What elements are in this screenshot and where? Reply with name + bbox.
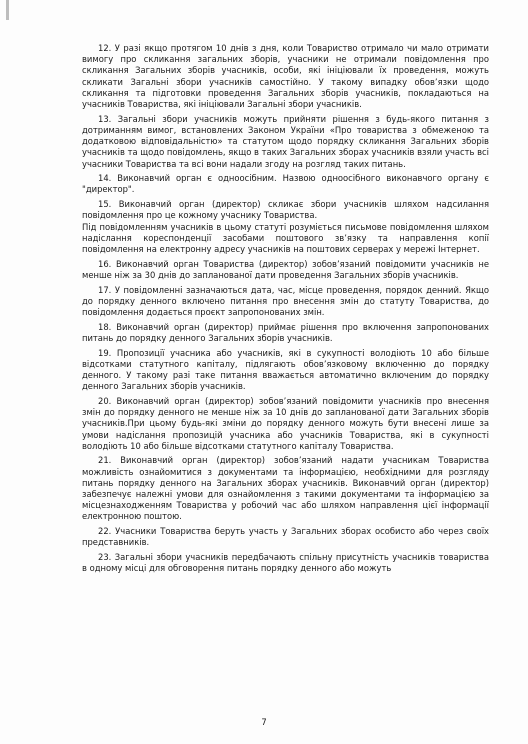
paragraph-17: 17. У повідомленні зазначаються дата, час, місце проведення, порядок денний. Якщо до порядку денного включено питання про внесення змін до статуту Товариства, до повідомлення додається проєкт запропонованих змін. (82, 284, 489, 317)
paragraph-20: 20. Виконавчий орган (директор) зобов’язаний повідомити учасників про внесення змін до порядку денного не менше ніж за 10 днів до запланованої дати Загальних зборів учасників.При цьому будь-які зміни до порядку денного можуть бути внесені лише за умови надіслання пропозицій учасника або учасників Товариства, які в сукупності володіють 10 або більше відсотками статутного капіталу Товариства. (82, 395, 489, 451)
paragraph-22: 22. Учасники Товариства беруть участь у Загальних зборах особисто або через своїх представників. (82, 526, 489, 548)
paragraph-15: 15. Виконавчий орган (директор) скликає збори учасників шляхом надсилання повідомлення про це кожному учаснику Товариства. (82, 199, 489, 221)
paragraph-notice-definition: Під повідомленням учасників в цьому статуті розуміється письмове повідомлення шляхом надіслання кореспонденції засобами поштового зв’язку та направлення копії повідомлення на електронну адресу учасників на поштових серверах у мережі Інтернет. (82, 221, 489, 254)
scan-edge-mark (6, 0, 9, 20)
paragraph-12: 12. У разі якщо протягом 10 днів з дня, коли Товариство отримало чи мало отримати вимогу про скликання загальних зборів, учасники не отримали повідомлення про скликання Загальних зборів учасників, особи, які ініціювали їх проведення, можуть скликати Загальні збори учасників самостійно. У такому випадку обов’язки щодо скликання та підготовки проведення Загальних зборів учасників, покладаються на учасників Товариства, які ініціювали Загальні збори учасників. (82, 43, 489, 110)
paragraph-16: 16. Виконавчий орган Товариства (директор) зобов’язаний повідомити учасників не менше ніж за 30 днів до запланованої дати проведення Загальних зборів учасників. (82, 258, 489, 280)
paragraph-13: 13. Загальні збори учасників можуть прийняти рішення з будь-якого питання з дотриманням вимог, встановлених Законом України «Про товариства з обмеженою та додатковою відповідальністю» та статутом щодо порядку скликання Загальних зборів учасників та щодо повідомлень, якщо в таких Загальних зборах учасників взяли участь всі учасники Товариства та всі вони надали згоду на розгляд таких питань. (82, 113, 489, 169)
paragraph-14: 14. Виконавчий орган є одноосібним. Назвою одноосібного виконавчого органу є "директор". (82, 173, 489, 195)
paragraph-23: 23. Загальні збори учасників передбачають спільну присутність учасників товариства в одному місці для обговорення питань порядку денного або можуть (82, 552, 489, 574)
page-number: 7 (261, 717, 267, 727)
paragraph-21: 21. Виконавчий орган (директор) зобов’язаний надати учасникам Товариства можливість ознайомитися з документами та інформацією, необхідними для розгляду питань порядку денного на Загальних зборах учасників. Виконавчий орган (директор) забезпечує належні умови для ознайомлення з такими документами та інформацією за місцезнаходженням Товариства у робочий час або шляхом направлення цієї інформації електронною поштою. (82, 455, 489, 522)
document-body (82, 43, 489, 578)
paragraph-18: 18. Виконавчий орган (директор) приймає рішення про включення запропонованих питань до порядку денного Загальних зборів учасників. (82, 321, 489, 343)
paragraph-19: 19. Пропозиції учасника або учасників, які в сукупності володіють 10 або більше відсотками статутного капіталу, підлягають обов’язковому включенню до порядку денного. У такому разі таке питання вважається автоматично включеним до порядку денного Загальних зборів учасників. (82, 347, 489, 392)
